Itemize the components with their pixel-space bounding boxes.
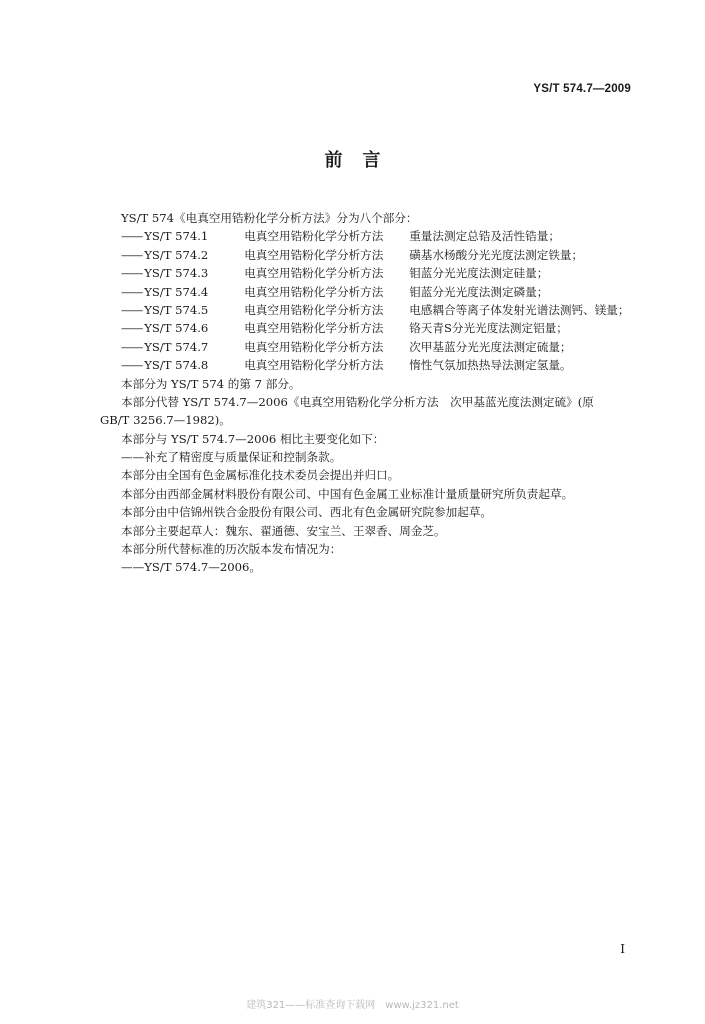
participated-by: 本部分由中信锦州铁合金股份有限公司、西北有色金属研究院参加起草。 — [121, 505, 493, 520]
part-code: YS/T 574.6 — [144, 321, 209, 336]
part-subtitle: 钼蓝分光光度法测定硅量； — [409, 266, 549, 281]
part-main-title: 电真空用锆粉化学分析方法 — [244, 302, 384, 317]
part-subtitle: 次甲基蓝分光光度法测定硫量； — [409, 339, 572, 354]
part-main-title: 电真空用锆粉化学分析方法 — [244, 229, 384, 244]
part-prefix: —— — [121, 358, 143, 373]
part-subtitle: 惰性气氛加热热导法测定氢量。 — [409, 358, 572, 373]
part-prefix: —— — [121, 302, 143, 317]
foreword-body — [100, 209, 640, 577]
part-main-title: 电真空用锆粉化学分析方法 — [244, 247, 384, 262]
part-item — [100, 264, 640, 282]
part-prefix: —— — [121, 339, 143, 354]
page-title: 前言 — [324, 150, 401, 171]
replace-line-2: GB/T 3256.7—1982)。 — [100, 413, 231, 428]
part-main-title: 电真空用锆粉化学分析方法 — [244, 339, 384, 354]
part-subtitle: 钼蓝分光光度法测定磷量； — [409, 284, 549, 299]
part-subtitle: 磺基水杨酸分光光度法测定铁量； — [409, 247, 584, 262]
part-prefix: —— — [121, 321, 143, 336]
part-prefix: —— — [121, 266, 143, 281]
part-subtitle: 重量法测定总锆及活性锆量； — [409, 229, 560, 244]
part-item — [100, 356, 640, 374]
part-item — [100, 319, 640, 337]
history-item: ——YS/T 574.7—2006。 — [121, 560, 261, 575]
history-intro: 本部分所代替标准的历次版本发布情况为： — [121, 542, 342, 557]
intro-paragraph: YS/T 574《电真空用锆粉化学分析方法》分为八个部分： — [121, 211, 418, 225]
part-code: YS/T 574.4 — [144, 284, 209, 299]
replace-line-1: 本部分代替 YS/T 574.7—2006《电真空用锆粉化学分析方法 次甲基蓝光度法测定硫》(原 — [121, 394, 594, 409]
part-code: YS/T 574.7 — [144, 339, 209, 354]
changes-intro: 本部分与 YS/T 574.7—2006 相比主要变化如下： — [121, 431, 385, 446]
part-item — [100, 338, 640, 356]
part-code: YS/T 574.3 — [144, 266, 209, 281]
drafters: 本部分主要起草人：魏东、翟通德、安宝兰、王翠香、周金芝。 — [121, 523, 446, 538]
part-item — [100, 283, 640, 301]
watermark: 建筑321——标准查询下载网 www.jz321.net — [246, 1000, 459, 1011]
part-subtitle: 电感耦合等离子体发射光谱法测钙、镁量； — [409, 302, 630, 317]
part-prefix: —— — [121, 284, 143, 299]
part-item — [100, 227, 640, 245]
part-code: YS/T 574.5 — [144, 302, 209, 317]
parts-list — [100, 227, 640, 374]
part-main-title: 电真空用锆粉化学分析方法 — [244, 266, 384, 281]
part-subtitle: 铬天青S分光光度法测定铝量； — [409, 321, 568, 336]
page-number: I — [620, 942, 625, 956]
part-code: YS/T 574.1 — [144, 229, 209, 244]
part-item — [100, 246, 640, 264]
part-prefix: —— — [121, 247, 143, 262]
part-item — [100, 301, 640, 319]
part-main-title: 电真空用锆粉化学分析方法 — [244, 284, 384, 299]
change-item: ——补充了精密度与质量保证和控制条款。 — [121, 450, 342, 465]
drafted-by: 本部分由西部金属材料股份有限公司、中国有色金属工业标准计量质量研究所负责起草。 — [121, 486, 574, 501]
part-prefix: —— — [121, 229, 143, 244]
standard-code: YS/T 574.7—2009 — [533, 83, 631, 95]
part-main-title: 电真空用锆粉化学分析方法 — [244, 358, 384, 373]
part-note: 本部分为 YS/T 574 的第 7 部分。 — [121, 376, 301, 391]
part-code: YS/T 574.8 — [144, 358, 209, 373]
proposed-by: 本部分由全国有色金属标准化技术委员会提出并归口。 — [121, 468, 400, 483]
part-code: YS/T 574.2 — [144, 247, 209, 262]
part-main-title: 电真空用锆粉化学分析方法 — [244, 321, 384, 336]
